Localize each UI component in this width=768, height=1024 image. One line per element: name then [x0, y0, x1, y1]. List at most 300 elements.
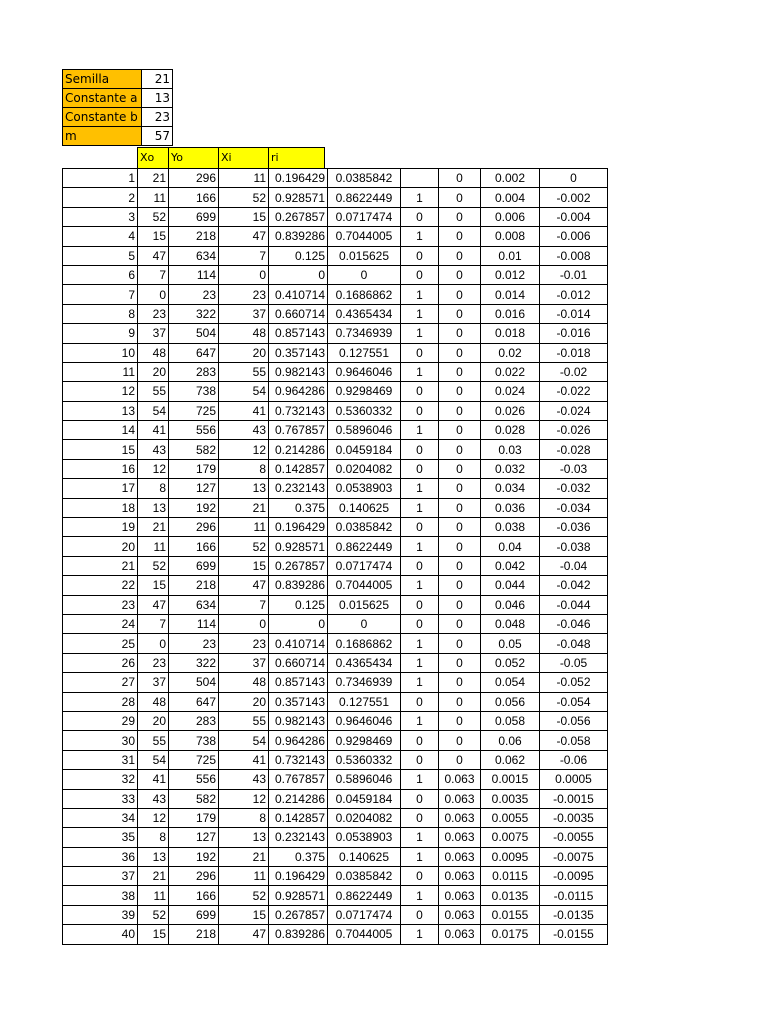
- cell-col-j[interactable]: -0.05: [540, 653, 608, 672]
- cell-col-j[interactable]: -0.01: [540, 265, 608, 284]
- cell-ri[interactable]: 0.232143: [269, 828, 328, 847]
- cell-index[interactable]: 13: [63, 401, 138, 420]
- cell-col-j[interactable]: -0.056: [540, 711, 608, 730]
- cell-col-i[interactable]: 0.0015: [481, 770, 540, 789]
- cell-binary[interactable]: 0: [401, 789, 439, 808]
- cell-col-h[interactable]: 0: [439, 595, 481, 614]
- cell-ri-squared[interactable]: 0.9646046: [328, 711, 401, 730]
- cell-xi[interactable]: 47: [219, 227, 269, 246]
- cell-binary[interactable]: 1: [401, 634, 439, 653]
- cell-col-j[interactable]: -0.024: [540, 401, 608, 420]
- cell-col-i[interactable]: 0.058: [481, 711, 540, 730]
- cell-xo[interactable]: 0: [138, 285, 169, 304]
- cell-yo[interactable]: 218: [169, 925, 219, 944]
- cell-col-i[interactable]: 0.056: [481, 692, 540, 711]
- cell-col-h[interactable]: 0: [439, 207, 481, 226]
- cell-ri-squared[interactable]: 0.140625: [328, 847, 401, 866]
- cell-index[interactable]: 8: [63, 304, 138, 323]
- cell-col-j[interactable]: -0.036: [540, 518, 608, 537]
- cell-index[interactable]: 22: [63, 576, 138, 595]
- cell-xi[interactable]: 15: [219, 905, 269, 924]
- cell-xo[interactable]: 11: [138, 537, 169, 556]
- cell-col-h[interactable]: 0: [439, 750, 481, 769]
- cell-xi[interactable]: 12: [219, 440, 269, 459]
- cell-ri[interactable]: 0.196429: [269, 867, 328, 886]
- cell-ri-squared[interactable]: 0.1686862: [328, 634, 401, 653]
- cell-yo[interactable]: 556: [169, 770, 219, 789]
- cell-ri[interactable]: 0.839286: [269, 576, 328, 595]
- parameter-value[interactable]: 21: [142, 70, 173, 89]
- cell-index[interactable]: 37: [63, 867, 138, 886]
- cell-binary[interactable]: 1: [401, 886, 439, 905]
- cell-binary[interactable]: 0: [401, 556, 439, 575]
- cell-yo[interactable]: 296: [169, 867, 219, 886]
- cell-xi[interactable]: 23: [219, 634, 269, 653]
- cell-yo[interactable]: 283: [169, 711, 219, 730]
- cell-index[interactable]: 38: [63, 886, 138, 905]
- cell-ri[interactable]: 0.142857: [269, 459, 328, 478]
- cell-ri[interactable]: 0.857143: [269, 673, 328, 692]
- cell-yo[interactable]: 699: [169, 207, 219, 226]
- cell-xi[interactable]: 55: [219, 362, 269, 381]
- cell-xi[interactable]: 11: [219, 518, 269, 537]
- cell-index[interactable]: 29: [63, 711, 138, 730]
- cell-ri-squared[interactable]: 0.4365434: [328, 304, 401, 323]
- cell-index[interactable]: 4: [63, 227, 138, 246]
- cell-col-h[interactable]: 0: [439, 537, 481, 556]
- cell-xi[interactable]: 11: [219, 867, 269, 886]
- cell-xi[interactable]: 8: [219, 808, 269, 827]
- cell-col-j[interactable]: -0.034: [540, 498, 608, 517]
- parameter-value[interactable]: 23: [142, 108, 173, 127]
- cell-col-i[interactable]: 0.01: [481, 246, 540, 265]
- cell-yo[interactable]: 218: [169, 227, 219, 246]
- cell-col-i[interactable]: 0.06: [481, 731, 540, 750]
- cell-index[interactable]: 27: [63, 673, 138, 692]
- cell-col-j[interactable]: -0.014: [540, 304, 608, 323]
- cell-col-i[interactable]: 0.02: [481, 343, 540, 362]
- cell-col-i[interactable]: 0.046: [481, 595, 540, 614]
- cell-yo[interactable]: 699: [169, 905, 219, 924]
- cell-col-i[interactable]: 0.032: [481, 459, 540, 478]
- cell-col-i[interactable]: 0.0075: [481, 828, 540, 847]
- cell-col-h[interactable]: 0.063: [439, 789, 481, 808]
- cell-ri[interactable]: 0.928571: [269, 188, 328, 207]
- cell-xi[interactable]: 37: [219, 653, 269, 672]
- cell-col-j[interactable]: -0.046: [540, 614, 608, 633]
- cell-col-j[interactable]: 0: [540, 169, 608, 188]
- cell-index[interactable]: 30: [63, 731, 138, 750]
- cell-xi[interactable]: 48: [219, 324, 269, 343]
- cell-col-h[interactable]: 0: [439, 498, 481, 517]
- cell-ri[interactable]: 0.982143: [269, 362, 328, 381]
- cell-xi[interactable]: 12: [219, 789, 269, 808]
- cell-col-i[interactable]: 0.054: [481, 673, 540, 692]
- cell-xo[interactable]: 48: [138, 343, 169, 362]
- cell-xi[interactable]: 48: [219, 673, 269, 692]
- cell-yo[interactable]: 582: [169, 440, 219, 459]
- cell-xi[interactable]: 41: [219, 401, 269, 420]
- cell-col-h[interactable]: 0.063: [439, 886, 481, 905]
- cell-col-i[interactable]: 0.05: [481, 634, 540, 653]
- cell-yo[interactable]: 114: [169, 614, 219, 633]
- cell-binary[interactable]: 1: [401, 188, 439, 207]
- cell-col-h[interactable]: 0: [439, 382, 481, 401]
- cell-col-h[interactable]: 0: [439, 518, 481, 537]
- cell-yo[interactable]: 179: [169, 459, 219, 478]
- cell-ri-squared[interactable]: 0.127551: [328, 692, 401, 711]
- cell-col-i[interactable]: 0.002: [481, 169, 540, 188]
- cell-ri[interactable]: 0.125: [269, 595, 328, 614]
- cell-ri-squared[interactable]: 0.4365434: [328, 653, 401, 672]
- cell-yo[interactable]: 192: [169, 498, 219, 517]
- cell-binary[interactable]: 1: [401, 576, 439, 595]
- cell-col-i[interactable]: 0.008: [481, 227, 540, 246]
- cell-index[interactable]: 40: [63, 925, 138, 944]
- cell-ri[interactable]: 0.732143: [269, 750, 328, 769]
- cell-binary[interactable]: 1: [401, 421, 439, 440]
- cell-xi[interactable]: 7: [219, 246, 269, 265]
- header-ri[interactable]: ri: [268, 147, 325, 168]
- cell-col-j[interactable]: -0.058: [540, 731, 608, 750]
- cell-col-j[interactable]: -0.042: [540, 576, 608, 595]
- cell-col-h[interactable]: 0: [439, 673, 481, 692]
- cell-col-j[interactable]: -0.002: [540, 188, 608, 207]
- cell-index[interactable]: 19: [63, 518, 138, 537]
- cell-xo[interactable]: 48: [138, 692, 169, 711]
- cell-yo[interactable]: 166: [169, 537, 219, 556]
- cell-binary[interactable]: 0: [401, 207, 439, 226]
- cell-xo[interactable]: 54: [138, 750, 169, 769]
- cell-ri-squared[interactable]: 0.0459184: [328, 789, 401, 808]
- cell-col-j[interactable]: -0.052: [540, 673, 608, 692]
- cell-col-h[interactable]: 0: [439, 692, 481, 711]
- cell-xi[interactable]: 21: [219, 498, 269, 517]
- cell-index[interactable]: 35: [63, 828, 138, 847]
- cell-col-i[interactable]: 0.014: [481, 285, 540, 304]
- cell-col-h[interactable]: 0: [439, 614, 481, 633]
- cell-col-i[interactable]: 0.0055: [481, 808, 540, 827]
- cell-xo[interactable]: 23: [138, 653, 169, 672]
- cell-ri-squared[interactable]: 0.0538903: [328, 828, 401, 847]
- cell-xi[interactable]: 55: [219, 711, 269, 730]
- cell-ri[interactable]: 0.125: [269, 246, 328, 265]
- cell-ri[interactable]: 0.267857: [269, 905, 328, 924]
- cell-xo[interactable]: 13: [138, 847, 169, 866]
- cell-col-h[interactable]: 0.063: [439, 905, 481, 924]
- cell-ri[interactable]: 0.732143: [269, 401, 328, 420]
- cell-xo[interactable]: 43: [138, 789, 169, 808]
- cell-ri[interactable]: 0.767857: [269, 770, 328, 789]
- cell-binary[interactable]: 0: [401, 459, 439, 478]
- cell-binary[interactable]: 1: [401, 362, 439, 381]
- cell-binary[interactable]: 1: [401, 828, 439, 847]
- cell-binary[interactable]: 1: [401, 653, 439, 672]
- cell-yo[interactable]: 556: [169, 421, 219, 440]
- cell-ri-squared[interactable]: 0.0204082: [328, 808, 401, 827]
- cell-xo[interactable]: 37: [138, 673, 169, 692]
- cell-xi[interactable]: 21: [219, 847, 269, 866]
- cell-ri[interactable]: 0.928571: [269, 886, 328, 905]
- cell-ri[interactable]: 0.214286: [269, 789, 328, 808]
- cell-ri[interactable]: 0.196429: [269, 518, 328, 537]
- cell-ri[interactable]: 0.982143: [269, 711, 328, 730]
- cell-index[interactable]: 17: [63, 479, 138, 498]
- cell-col-i[interactable]: 0.0155: [481, 905, 540, 924]
- cell-index[interactable]: 7: [63, 285, 138, 304]
- cell-binary[interactable]: 0: [401, 808, 439, 827]
- cell-col-h[interactable]: 0.063: [439, 808, 481, 827]
- cell-col-h[interactable]: 0: [439, 421, 481, 440]
- cell-yo[interactable]: 296: [169, 518, 219, 537]
- cell-col-h[interactable]: 0: [439, 227, 481, 246]
- cell-ri[interactable]: 0.375: [269, 498, 328, 517]
- cell-col-i[interactable]: 0.022: [481, 362, 540, 381]
- cell-ri-squared[interactable]: 0.9646046: [328, 362, 401, 381]
- cell-ri[interactable]: 0.232143: [269, 479, 328, 498]
- cell-binary[interactable]: 1: [401, 285, 439, 304]
- cell-binary[interactable]: 0: [401, 265, 439, 284]
- cell-index[interactable]: 25: [63, 634, 138, 653]
- cell-col-h[interactable]: 0: [439, 285, 481, 304]
- cell-xi[interactable]: 13: [219, 828, 269, 847]
- cell-col-h[interactable]: 0: [439, 362, 481, 381]
- cell-ri[interactable]: 0.375: [269, 847, 328, 866]
- cell-col-h[interactable]: 0: [439, 304, 481, 323]
- cell-index[interactable]: 3: [63, 207, 138, 226]
- cell-col-j[interactable]: -0.048: [540, 634, 608, 653]
- cell-col-j[interactable]: -0.0115: [540, 886, 608, 905]
- cell-xo[interactable]: 15: [138, 227, 169, 246]
- cell-col-j[interactable]: -0.004: [540, 207, 608, 226]
- cell-index[interactable]: 20: [63, 537, 138, 556]
- cell-xo[interactable]: 20: [138, 711, 169, 730]
- cell-xi[interactable]: 15: [219, 556, 269, 575]
- cell-xo[interactable]: 55: [138, 731, 169, 750]
- cell-ri[interactable]: 0.357143: [269, 343, 328, 362]
- cell-binary[interactable]: [401, 169, 439, 188]
- cell-col-j[interactable]: -0.026: [540, 421, 608, 440]
- cell-binary[interactable]: 0: [401, 905, 439, 924]
- cell-yo[interactable]: 634: [169, 595, 219, 614]
- cell-xo[interactable]: 7: [138, 265, 169, 284]
- cell-yo[interactable]: 296: [169, 169, 219, 188]
- cell-index[interactable]: 39: [63, 905, 138, 924]
- cell-xo[interactable]: 21: [138, 169, 169, 188]
- cell-index[interactable]: 31: [63, 750, 138, 769]
- cell-col-i[interactable]: 0.0095: [481, 847, 540, 866]
- cell-col-h[interactable]: 0: [439, 343, 481, 362]
- cell-xi[interactable]: 52: [219, 188, 269, 207]
- cell-col-i[interactable]: 0.04: [481, 537, 540, 556]
- cell-yo[interactable]: 699: [169, 556, 219, 575]
- cell-xo[interactable]: 21: [138, 518, 169, 537]
- header-xi[interactable]: Xi: [218, 147, 269, 168]
- cell-xo[interactable]: 21: [138, 867, 169, 886]
- cell-col-i[interactable]: 0.044: [481, 576, 540, 595]
- cell-col-j[interactable]: -0.0015: [540, 789, 608, 808]
- cell-binary[interactable]: 0: [401, 440, 439, 459]
- cell-yo[interactable]: 738: [169, 731, 219, 750]
- cell-col-j[interactable]: -0.03: [540, 459, 608, 478]
- cell-binary[interactable]: 0: [401, 595, 439, 614]
- cell-col-h[interactable]: 0: [439, 711, 481, 730]
- parameter-value[interactable]: 13: [142, 89, 173, 108]
- cell-ri-squared[interactable]: 0.015625: [328, 246, 401, 265]
- cell-binary[interactable]: 1: [401, 770, 439, 789]
- cell-col-h[interactable]: 0: [439, 459, 481, 478]
- cell-xo[interactable]: 12: [138, 808, 169, 827]
- cell-index[interactable]: 28: [63, 692, 138, 711]
- cell-col-i[interactable]: 0.0175: [481, 925, 540, 944]
- cell-col-j[interactable]: -0.044: [540, 595, 608, 614]
- cell-xi[interactable]: 47: [219, 925, 269, 944]
- cell-xo[interactable]: 0: [138, 634, 169, 653]
- cell-col-i[interactable]: 0.036: [481, 498, 540, 517]
- cell-index[interactable]: 26: [63, 653, 138, 672]
- cell-ri[interactable]: 0: [269, 265, 328, 284]
- cell-col-j[interactable]: -0.0075: [540, 847, 608, 866]
- cell-index[interactable]: 15: [63, 440, 138, 459]
- cell-xi[interactable]: 43: [219, 770, 269, 789]
- cell-index[interactable]: 9: [63, 324, 138, 343]
- cell-ri[interactable]: 0.928571: [269, 537, 328, 556]
- cell-ri-squared[interactable]: 0.7044005: [328, 576, 401, 595]
- header-yo[interactable]: Yo: [168, 147, 219, 168]
- cell-yo[interactable]: 166: [169, 188, 219, 207]
- cell-ri-squared[interactable]: 0.7044005: [328, 227, 401, 246]
- cell-yo[interactable]: 322: [169, 304, 219, 323]
- cell-col-i[interactable]: 0.062: [481, 750, 540, 769]
- cell-col-j[interactable]: -0.038: [540, 537, 608, 556]
- cell-ri[interactable]: 0.660714: [269, 653, 328, 672]
- cell-ri-squared[interactable]: 0.0385842: [328, 518, 401, 537]
- cell-col-j[interactable]: -0.0155: [540, 925, 608, 944]
- header-xo[interactable]: Xo: [137, 147, 169, 168]
- cell-xo[interactable]: 13: [138, 498, 169, 517]
- cell-yo[interactable]: 218: [169, 576, 219, 595]
- cell-ri-squared[interactable]: 0: [328, 614, 401, 633]
- cell-col-i[interactable]: 0.016: [481, 304, 540, 323]
- cell-yo[interactable]: 504: [169, 673, 219, 692]
- cell-binary[interactable]: 1: [401, 479, 439, 498]
- cell-xo[interactable]: 15: [138, 576, 169, 595]
- cell-col-j[interactable]: -0.006: [540, 227, 608, 246]
- cell-col-j[interactable]: -0.0095: [540, 867, 608, 886]
- cell-index[interactable]: 21: [63, 556, 138, 575]
- cell-col-j[interactable]: -0.0135: [540, 905, 608, 924]
- cell-xi[interactable]: 23: [219, 285, 269, 304]
- cell-yo[interactable]: 127: [169, 828, 219, 847]
- cell-yo[interactable]: 634: [169, 246, 219, 265]
- cell-ri-squared[interactable]: 0.7346939: [328, 673, 401, 692]
- cell-col-h[interactable]: 0: [439, 401, 481, 420]
- cell-binary[interactable]: 0: [401, 382, 439, 401]
- cell-yo[interactable]: 192: [169, 847, 219, 866]
- cell-col-i[interactable]: 0.034: [481, 479, 540, 498]
- cell-col-h[interactable]: 0: [439, 556, 481, 575]
- cell-index[interactable]: 11: [63, 362, 138, 381]
- cell-yo[interactable]: 322: [169, 653, 219, 672]
- cell-binary[interactable]: 0: [401, 401, 439, 420]
- cell-ri-squared[interactable]: 0.0204082: [328, 459, 401, 478]
- cell-xo[interactable]: 41: [138, 421, 169, 440]
- cell-ri[interactable]: 0.767857: [269, 421, 328, 440]
- cell-col-i[interactable]: 0.03: [481, 440, 540, 459]
- cell-ri-squared[interactable]: 0.1686862: [328, 285, 401, 304]
- cell-col-h[interactable]: 0.063: [439, 770, 481, 789]
- cell-yo[interactable]: 504: [169, 324, 219, 343]
- cell-ri[interactable]: 0.839286: [269, 227, 328, 246]
- cell-binary[interactable]: 1: [401, 537, 439, 556]
- cell-index[interactable]: 6: [63, 265, 138, 284]
- cell-ri-squared[interactable]: 0.7346939: [328, 324, 401, 343]
- cell-col-i[interactable]: 0.0035: [481, 789, 540, 808]
- cell-xo[interactable]: 11: [138, 188, 169, 207]
- cell-ri-squared[interactable]: 0.0717474: [328, 207, 401, 226]
- cell-col-h[interactable]: 0: [439, 634, 481, 653]
- cell-index[interactable]: 5: [63, 246, 138, 265]
- cell-xi[interactable]: 15: [219, 207, 269, 226]
- cell-yo[interactable]: 114: [169, 265, 219, 284]
- cell-col-i[interactable]: 0.028: [481, 421, 540, 440]
- cell-yo[interactable]: 283: [169, 362, 219, 381]
- cell-ri-squared[interactable]: 0.5360332: [328, 750, 401, 769]
- cell-col-j[interactable]: -0.016: [540, 324, 608, 343]
- cell-xi[interactable]: 41: [219, 750, 269, 769]
- cell-xi[interactable]: 0: [219, 265, 269, 284]
- cell-col-h[interactable]: 0: [439, 169, 481, 188]
- cell-col-j[interactable]: -0.04: [540, 556, 608, 575]
- parameter-label[interactable]: Semilla: [63, 70, 142, 89]
- cell-col-h[interactable]: 0: [439, 324, 481, 343]
- cell-binary[interactable]: 0: [401, 750, 439, 769]
- cell-col-i[interactable]: 0.012: [481, 265, 540, 284]
- cell-yo[interactable]: 179: [169, 808, 219, 827]
- cell-ri-squared[interactable]: 0.015625: [328, 595, 401, 614]
- cell-yo[interactable]: 582: [169, 789, 219, 808]
- cell-yo[interactable]: 23: [169, 285, 219, 304]
- cell-index[interactable]: 23: [63, 595, 138, 614]
- cell-xi[interactable]: 13: [219, 479, 269, 498]
- cell-xo[interactable]: 47: [138, 246, 169, 265]
- cell-col-h[interactable]: 0: [439, 440, 481, 459]
- cell-xo[interactable]: 43: [138, 440, 169, 459]
- cell-xi[interactable]: 37: [219, 304, 269, 323]
- cell-xi[interactable]: 8: [219, 459, 269, 478]
- cell-ri-squared[interactable]: 0.0459184: [328, 440, 401, 459]
- cell-ri-squared[interactable]: 0: [328, 265, 401, 284]
- cell-index[interactable]: 32: [63, 770, 138, 789]
- cell-ri[interactable]: 0.410714: [269, 285, 328, 304]
- cell-yo[interactable]: 23: [169, 634, 219, 653]
- cell-col-h[interactable]: 0.063: [439, 867, 481, 886]
- cell-yo[interactable]: 725: [169, 401, 219, 420]
- cell-xo[interactable]: 11: [138, 886, 169, 905]
- cell-col-j[interactable]: -0.054: [540, 692, 608, 711]
- cell-yo[interactable]: 647: [169, 343, 219, 362]
- cell-xi[interactable]: 47: [219, 576, 269, 595]
- parameter-label[interactable]: Constante b: [63, 108, 142, 127]
- cell-index[interactable]: 14: [63, 421, 138, 440]
- cell-binary[interactable]: 1: [401, 673, 439, 692]
- cell-binary[interactable]: 1: [401, 304, 439, 323]
- cell-binary[interactable]: 0: [401, 343, 439, 362]
- cell-binary[interactable]: 0: [401, 867, 439, 886]
- cell-col-h[interactable]: 0.063: [439, 847, 481, 866]
- cell-index[interactable]: 34: [63, 808, 138, 827]
- cell-ri[interactable]: 0.660714: [269, 304, 328, 323]
